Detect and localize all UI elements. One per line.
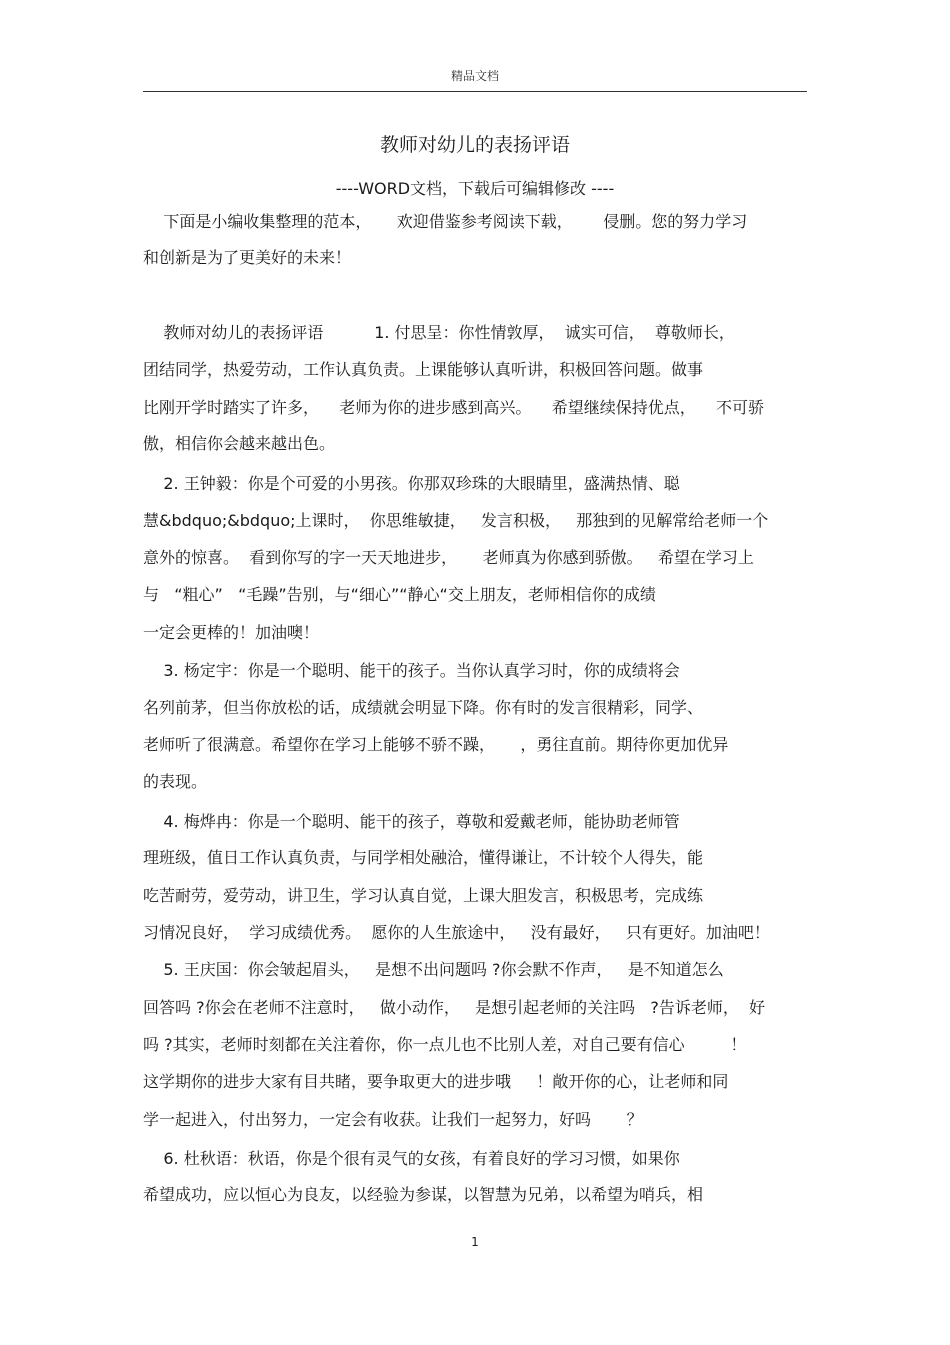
body-line: 团结同学，热爱劳动，工作认真负责。上课能够认真听讲，积极回答问题。做事	[143, 360, 704, 379]
body-line: 2. 王钟毅：你是个可爱的小男孩。你那双珍珠的大眼睛里，盛满热情、聪	[143, 474, 680, 493]
body-line: 意外的惊喜。 看到你写的字一天天地进步， 老师真为你感到骄傲。 希望在学习上	[143, 548, 754, 567]
body-line: 教师对幼儿的表扬评语 1. 付思呈：你性情敦厚， 诚实可信， 尊敬师长，	[143, 323, 735, 342]
body-line: 慧&bdquo;&bdquo;上课时， 你思维敏捷， 发言积极， 那独到的见解常给老师一个	[143, 511, 769, 530]
body-line: 的表现。	[143, 772, 208, 791]
body-line: 吗 ?其实，老师时刻都在关注着你，你一点儿也不比别人差，对自己要有信心 ！	[143, 1035, 747, 1054]
body-line: 吃苦耐劳，爱劳动，讲卫生，学习认真自觉，上课大胆发言，积极思考，完成练	[143, 886, 704, 905]
body-line: 理班级，值日工作认真负责，与同学相处融洽，懂得谦让，不计较个人得失，能	[143, 848, 704, 867]
body-line: 下面是小编收集整理的范本， 欢迎借鉴参考阅读下载， 侵删。您的努力学习	[143, 212, 748, 231]
body-line: 5. 王庆国：你会皱起眉头， 是想不出问题吗 ?你会默不作声， 是不知道怎么	[143, 960, 724, 979]
body-line: 习情况良好， 学习成绩优秀。 愿你的人生旅途中， 没有最好， 只有更好。加油吧！	[143, 923, 770, 942]
body-line: 6. 杜秋语：秋语，你是个很有灵气的女孩，有着良好的学习习惯，如果你	[143, 1149, 680, 1168]
header-divider	[143, 91, 807, 92]
body-line: 和创新是为了更美好的未来！	[143, 248, 352, 267]
page-number: 1	[471, 1235, 479, 1249]
body-line: 老师听了很满意。希望你在学习上能够不骄不躁， ，勇往直前。期待你更加优异	[143, 735, 729, 754]
body-line: 与 “粗心” “毛躁”告别，与“细心”“静心“交上朋友，老师相信你的成绩	[143, 585, 656, 604]
body-line: 名列前茅，但当你放松的话，成绩就会明显下降。你有时的发言很精彩，同学、	[143, 698, 704, 717]
body-line: 这学期你的进步大家有目共睹，要争取更大的进步哦 ！敞开你的心，让老师和同	[143, 1072, 729, 1091]
body-line: 比刚开学时踏实了许多， 老师为你的进步感到高兴。 希望继续保持优点， 不可骄	[143, 398, 765, 417]
body-line: 4. 梅烨冉：你是一个聪明、能干的孩子，尊敬和爱戴老师，能协助老师管	[143, 812, 680, 831]
body-line: 希望成功，应以恒心为良友，以经验为参谋，以智慧为兄弟，以希望为哨兵，相	[143, 1185, 704, 1204]
document-title: 教师对幼儿的表扬评语	[379, 134, 570, 156]
body-line: 回答吗 ?你会在老师不注意时， 做小动作， 是想引起老师的关注吗 ?告诉老师， 好	[143, 998, 766, 1017]
body-line: 傲，相信你会越来越出色。	[143, 434, 336, 453]
body-line: 学一起进入，付出努力，一定会有收获。让我们一起努力，好吗 ？	[143, 1110, 643, 1129]
body-line: 3. 杨定宇：你是一个聪明、能干的孩子。当你认真学习时，你的成绩将会	[143, 661, 680, 680]
document-subtitle: ----WORD文档，下载后可编辑修改 ----	[335, 179, 615, 198]
page-header: 精品文档	[450, 69, 499, 83]
body-line: 一定会更棒的！加油噢！	[143, 623, 320, 642]
